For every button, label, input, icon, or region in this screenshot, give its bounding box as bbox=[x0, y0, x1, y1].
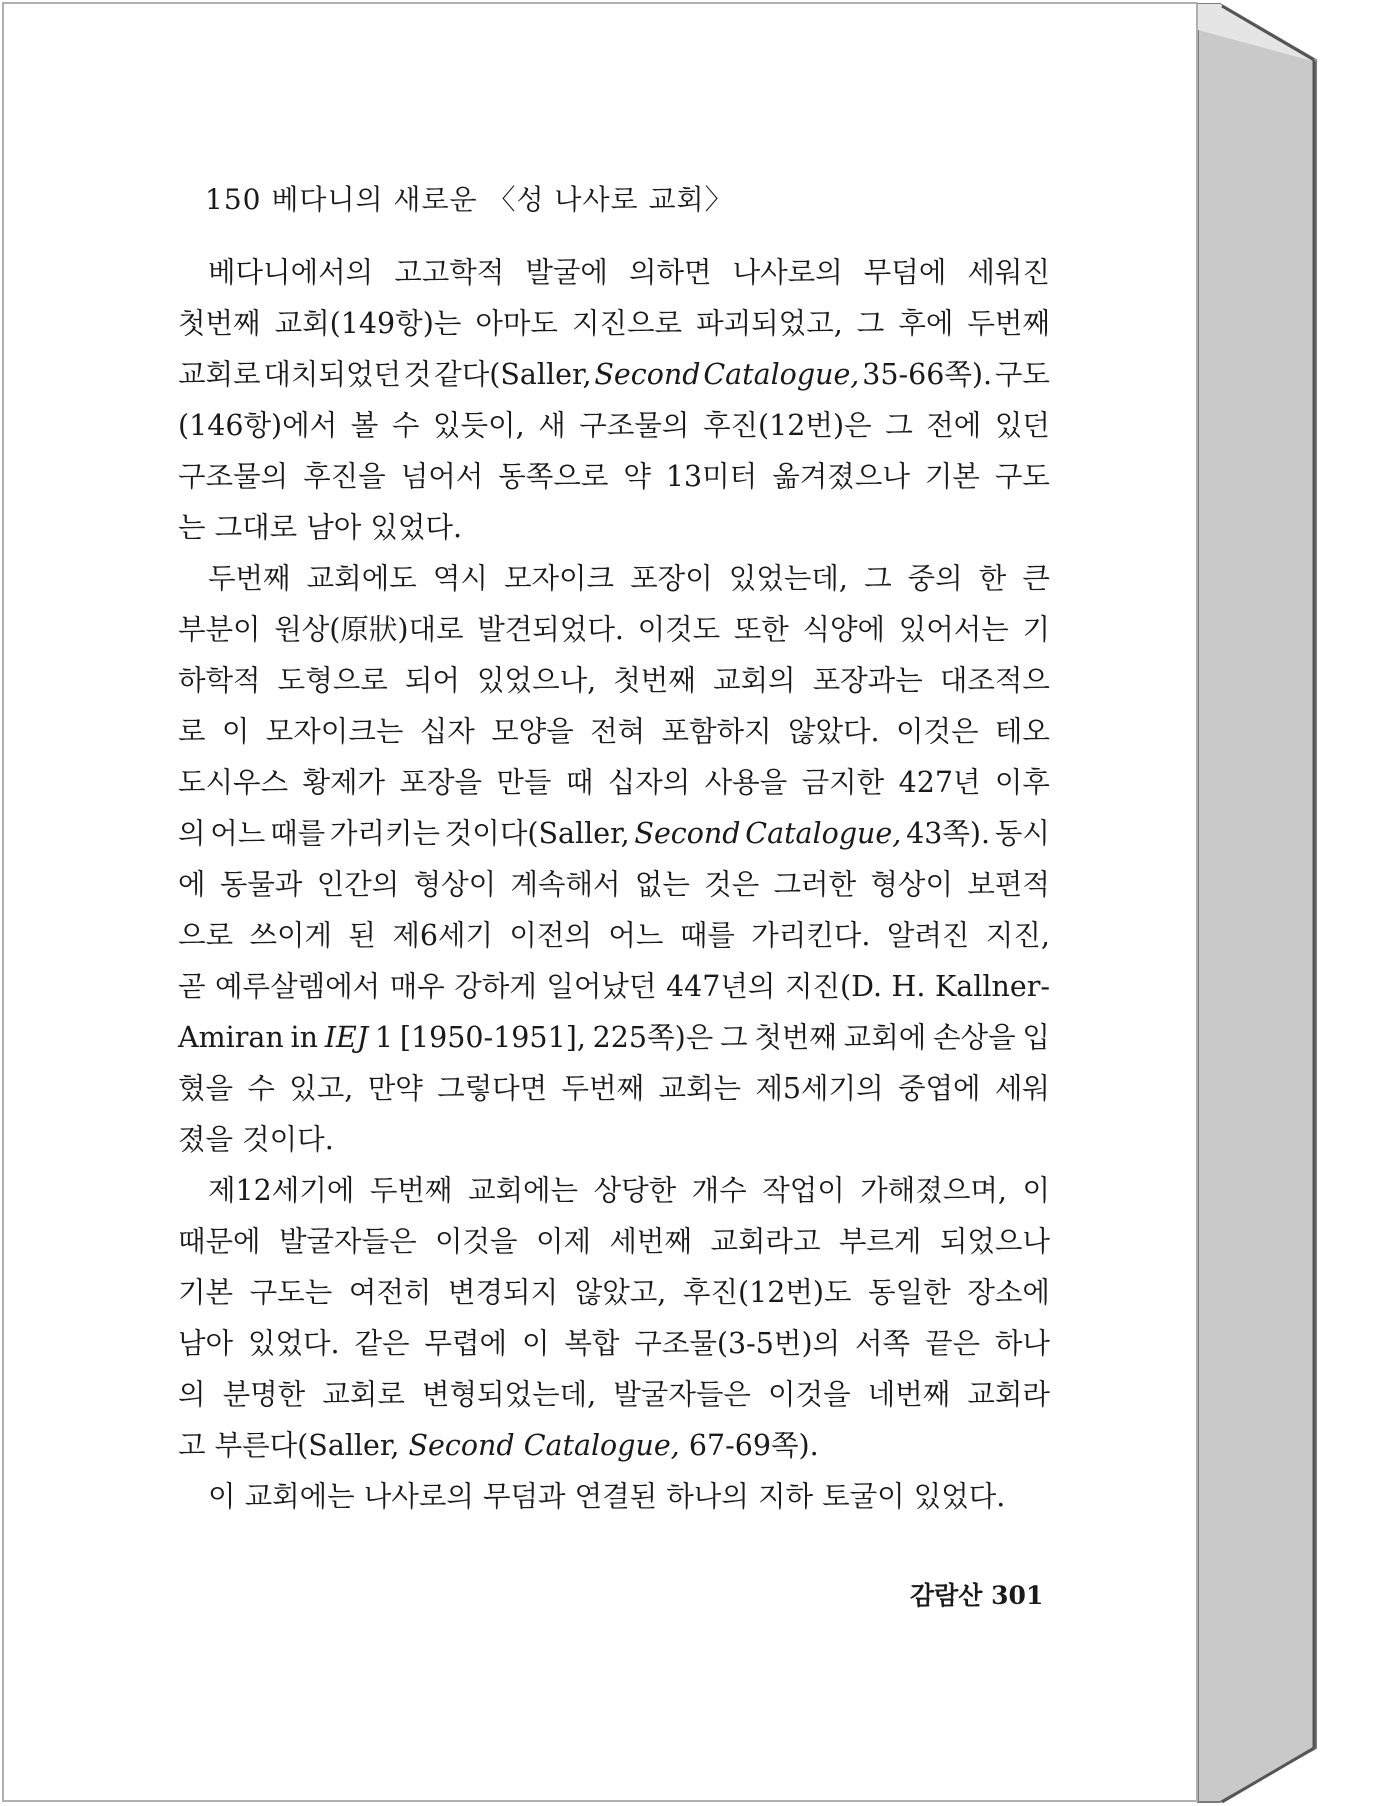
text-line: 첫번째 교회(149항)는 아마도 지진으로 파괴되었고, 그 후에 두번째 bbox=[178, 307, 1050, 340]
text-line: 로 이 모자이크는 십자 모양을 전혀 포함하지 않았다. 이것은 테오 bbox=[178, 715, 1050, 748]
text-line: 하학적 도형으로 되어 있었으나, 첫번째 교회의 포장과는 대조적으 bbox=[178, 664, 1050, 697]
text-line: Amiran in IEJ 1 [1950-1951], 225쪽)은 그 첫번째 교회에 손상을 입 bbox=[178, 1021, 1050, 1054]
text-line: 는 그대로 남아 있었다. bbox=[178, 511, 463, 544]
text-line: 의 분명한 교회로 변형되었는데, 발굴자들은 이것을 네번째 교회라 bbox=[178, 1378, 1050, 1411]
text-line: 곧 예루살렘에서 매우 강하게 일어났던 447년의 지진(D. H. Kallner- bbox=[178, 970, 1050, 1003]
text-line: 남아 있었다. 같은 무렵에 이 복합 구조물(3-5번)의 서쪽 끝은 하나 bbox=[178, 1327, 1050, 1360]
text-line: 교회로 대치되었던 것 같다(Saller, Second Catalogue, 35-66쪽). 구도 bbox=[178, 358, 1050, 391]
text-line: 이 교회에는 나사로의 무덤과 연결된 하나의 지하 토굴이 있었다. bbox=[208, 1480, 1006, 1513]
page-footer: 감람산 301 bbox=[910, 1581, 1044, 1610]
section-title: 150 베다니의 새로운 〈성 나사로 교회〉 bbox=[205, 183, 734, 216]
text-line: 도시우스 황제가 포장을 만들 때 십자의 사용을 금지한 427년 이후 bbox=[178, 766, 1050, 799]
body-text bbox=[178, 247, 1050, 1522]
text-line: 구조물의 후진을 넘어서 동쪽으로 약 13미터 옮겨졌으나 기본 구도 bbox=[178, 460, 1050, 493]
text-line: 때문에 발굴자들은 이것을 이제 세번째 교회라고 부르게 되었으나 bbox=[178, 1225, 1050, 1258]
text-line: 에 동물과 인간의 형상이 계속해서 없는 것은 그러한 형상이 보편적 bbox=[178, 868, 1050, 901]
text-line: 제12세기에 두번째 교회에는 상당한 개수 작업이 가해졌으며, 이 bbox=[208, 1174, 1050, 1207]
text-line: 부분이 원상(原狀)대로 발견되었다. 이것도 또한 식양에 있어서는 기 bbox=[178, 613, 1050, 646]
text-line: 고 부른다(Saller, Second Catalogue, 67-69쪽). bbox=[178, 1429, 819, 1462]
text-line: 의 어느 때를 가리키는 것이다(Saller, Second Catalogue, 43쪽). 동시 bbox=[178, 817, 1050, 850]
text-line: (146항)에서 볼 수 있듯이, 새 구조물의 후진(12번)은 그 전에 있던 bbox=[178, 409, 1050, 442]
text-line: 혔을 수 있고, 만약 그렇다면 두번째 교회는 제5세기의 중엽에 세워 bbox=[178, 1072, 1050, 1105]
text-line: 졌을 것이다. bbox=[178, 1123, 334, 1156]
text-line: 베다니에서의 고고학적 발굴에 의하면 나사로의 무덤에 세워진 bbox=[208, 256, 1050, 289]
text-line: 두번째 교회에도 역시 모자이크 포장이 있었는데, 그 중의 한 큰 bbox=[208, 562, 1050, 595]
text-line: 으로 쓰이게 된 제6세기 이전의 어느 때를 가리킨다. 알려진 지진, bbox=[178, 919, 1050, 952]
text-line: 기본 구도는 여전히 변경되지 않았고, 후진(12번)도 동일한 장소에 bbox=[178, 1276, 1050, 1309]
